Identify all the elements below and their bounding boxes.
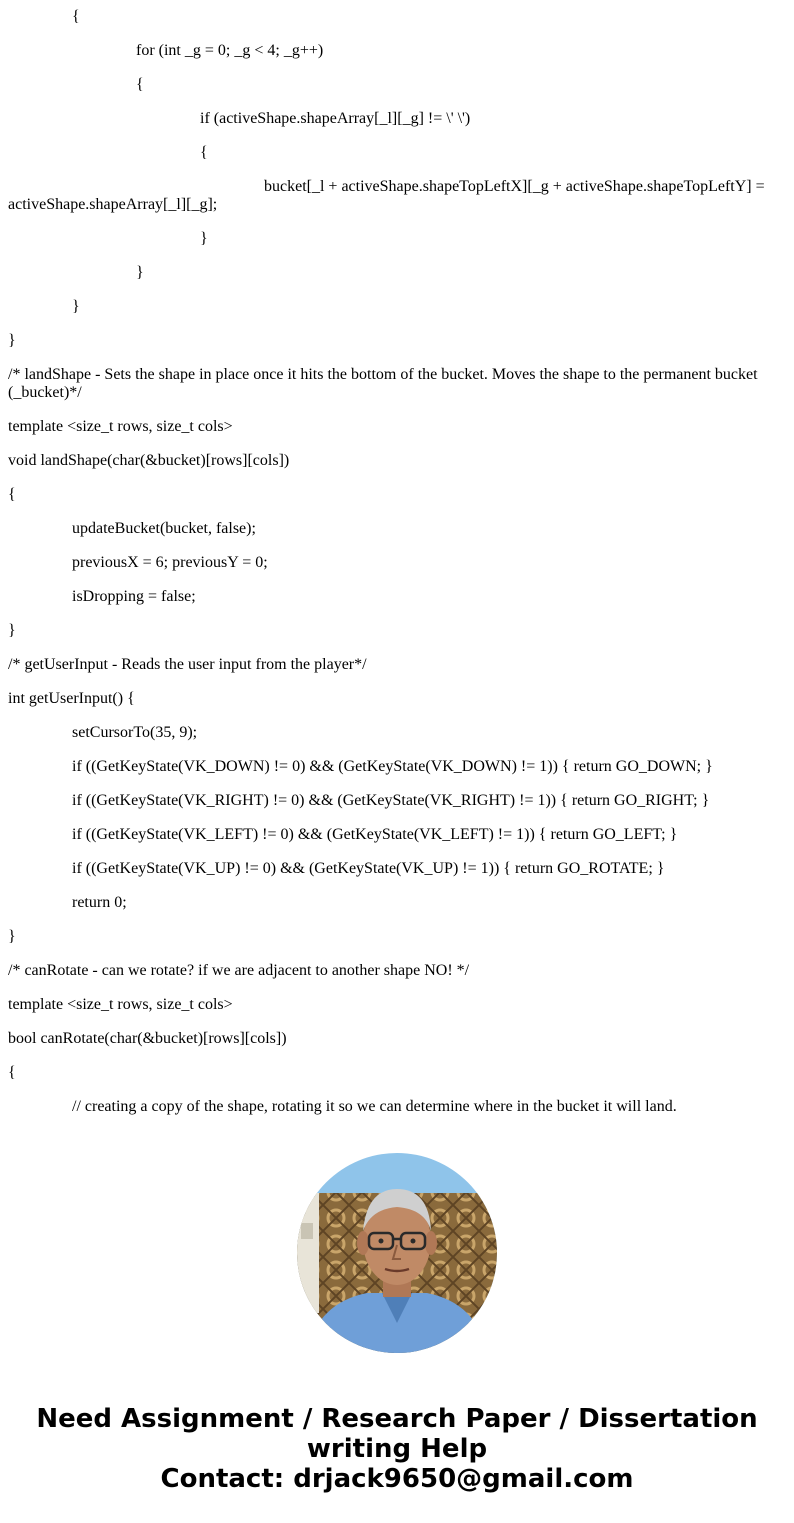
cta-contact-email: Contact: drjack9650@gmail.com	[160, 1464, 634, 1494]
code-line: }	[200, 230, 208, 247]
code-line: updateBucket(bucket, false);	[72, 520, 256, 537]
code-line: previousX = 6; previousY = 0;	[72, 554, 268, 571]
code-line: bucket[_l + activeShape.shapeTopLeftX][_g + activeShape.shapeTopLeftY] = activeShape.shapeArray[_l][_g];	[8, 178, 769, 213]
code-line: if (activeShape.shapeArray[_l][_g] != \' \')	[200, 110, 471, 127]
code-line: isDropping = false;	[72, 588, 196, 605]
code-line: {	[136, 76, 144, 93]
code-line: for (int _g = 0; _g < 4; _g++)	[136, 42, 324, 59]
code-comment: /* canRotate - can we rotate? if we are adjacent to another shape NO! */	[8, 962, 470, 979]
code-line: }	[8, 928, 16, 945]
code-line: setCursorTo(35, 9);	[72, 724, 198, 741]
code-line: return 0;	[72, 894, 127, 911]
code-line: template <size_t rows, size_t cols>	[8, 418, 233, 435]
code-comment: // creating a copy of the shape, rotating it so we can determine where in the bucket it will land.	[72, 1098, 677, 1115]
code-line: {	[200, 144, 208, 161]
code-line: }	[136, 264, 144, 281]
code-line: }	[8, 332, 16, 349]
code-line: {	[72, 8, 80, 25]
code-line: if ((GetKeyState(VK_RIGHT) != 0) && (GetKeyState(VK_RIGHT) != 1)) { return GO_RIGHT; }	[72, 792, 710, 809]
code-line: }	[8, 622, 16, 639]
code-line: template <size_t rows, size_t cols>	[8, 996, 233, 1013]
code-line: {	[8, 1064, 16, 1081]
code-line: if ((GetKeyState(VK_LEFT) != 0) && (GetKeyState(VK_LEFT) != 1)) { return GO_LEFT; }	[72, 826, 678, 843]
code-line: void landShape(char(&bucket)[rows][cols])	[8, 452, 290, 469]
code-line: }	[72, 298, 80, 315]
cta-line-2: writing Help	[306, 1434, 488, 1464]
cta-line-1: Need Assignment / Research Paper / Dissertation	[36, 1404, 758, 1434]
author-avatar	[297, 1153, 497, 1353]
code-line: if ((GetKeyState(VK_DOWN) != 0) && (GetKeyState(VK_DOWN) != 1)) { return GO_DOWN; }	[72, 758, 713, 775]
code-comment: /* getUserInput - Reads the user input from the player*/	[8, 656, 367, 673]
code-line: if ((GetKeyState(VK_UP) != 0) && (GetKeyState(VK_UP) != 1)) { return GO_ROTATE; }	[72, 860, 665, 877]
code-line: bool canRotate(char(&bucket)[rows][cols])	[8, 1030, 287, 1047]
author-portrait-image	[297, 1153, 497, 1353]
code-line: {	[8, 486, 16, 503]
code-comment: /* landShape - Sets the shape in place once it hits the bottom of the bucket. Moves the shape to the permanent bucket (_bucket)*/	[8, 366, 762, 401]
code-line: int getUserInput() {	[8, 690, 135, 707]
